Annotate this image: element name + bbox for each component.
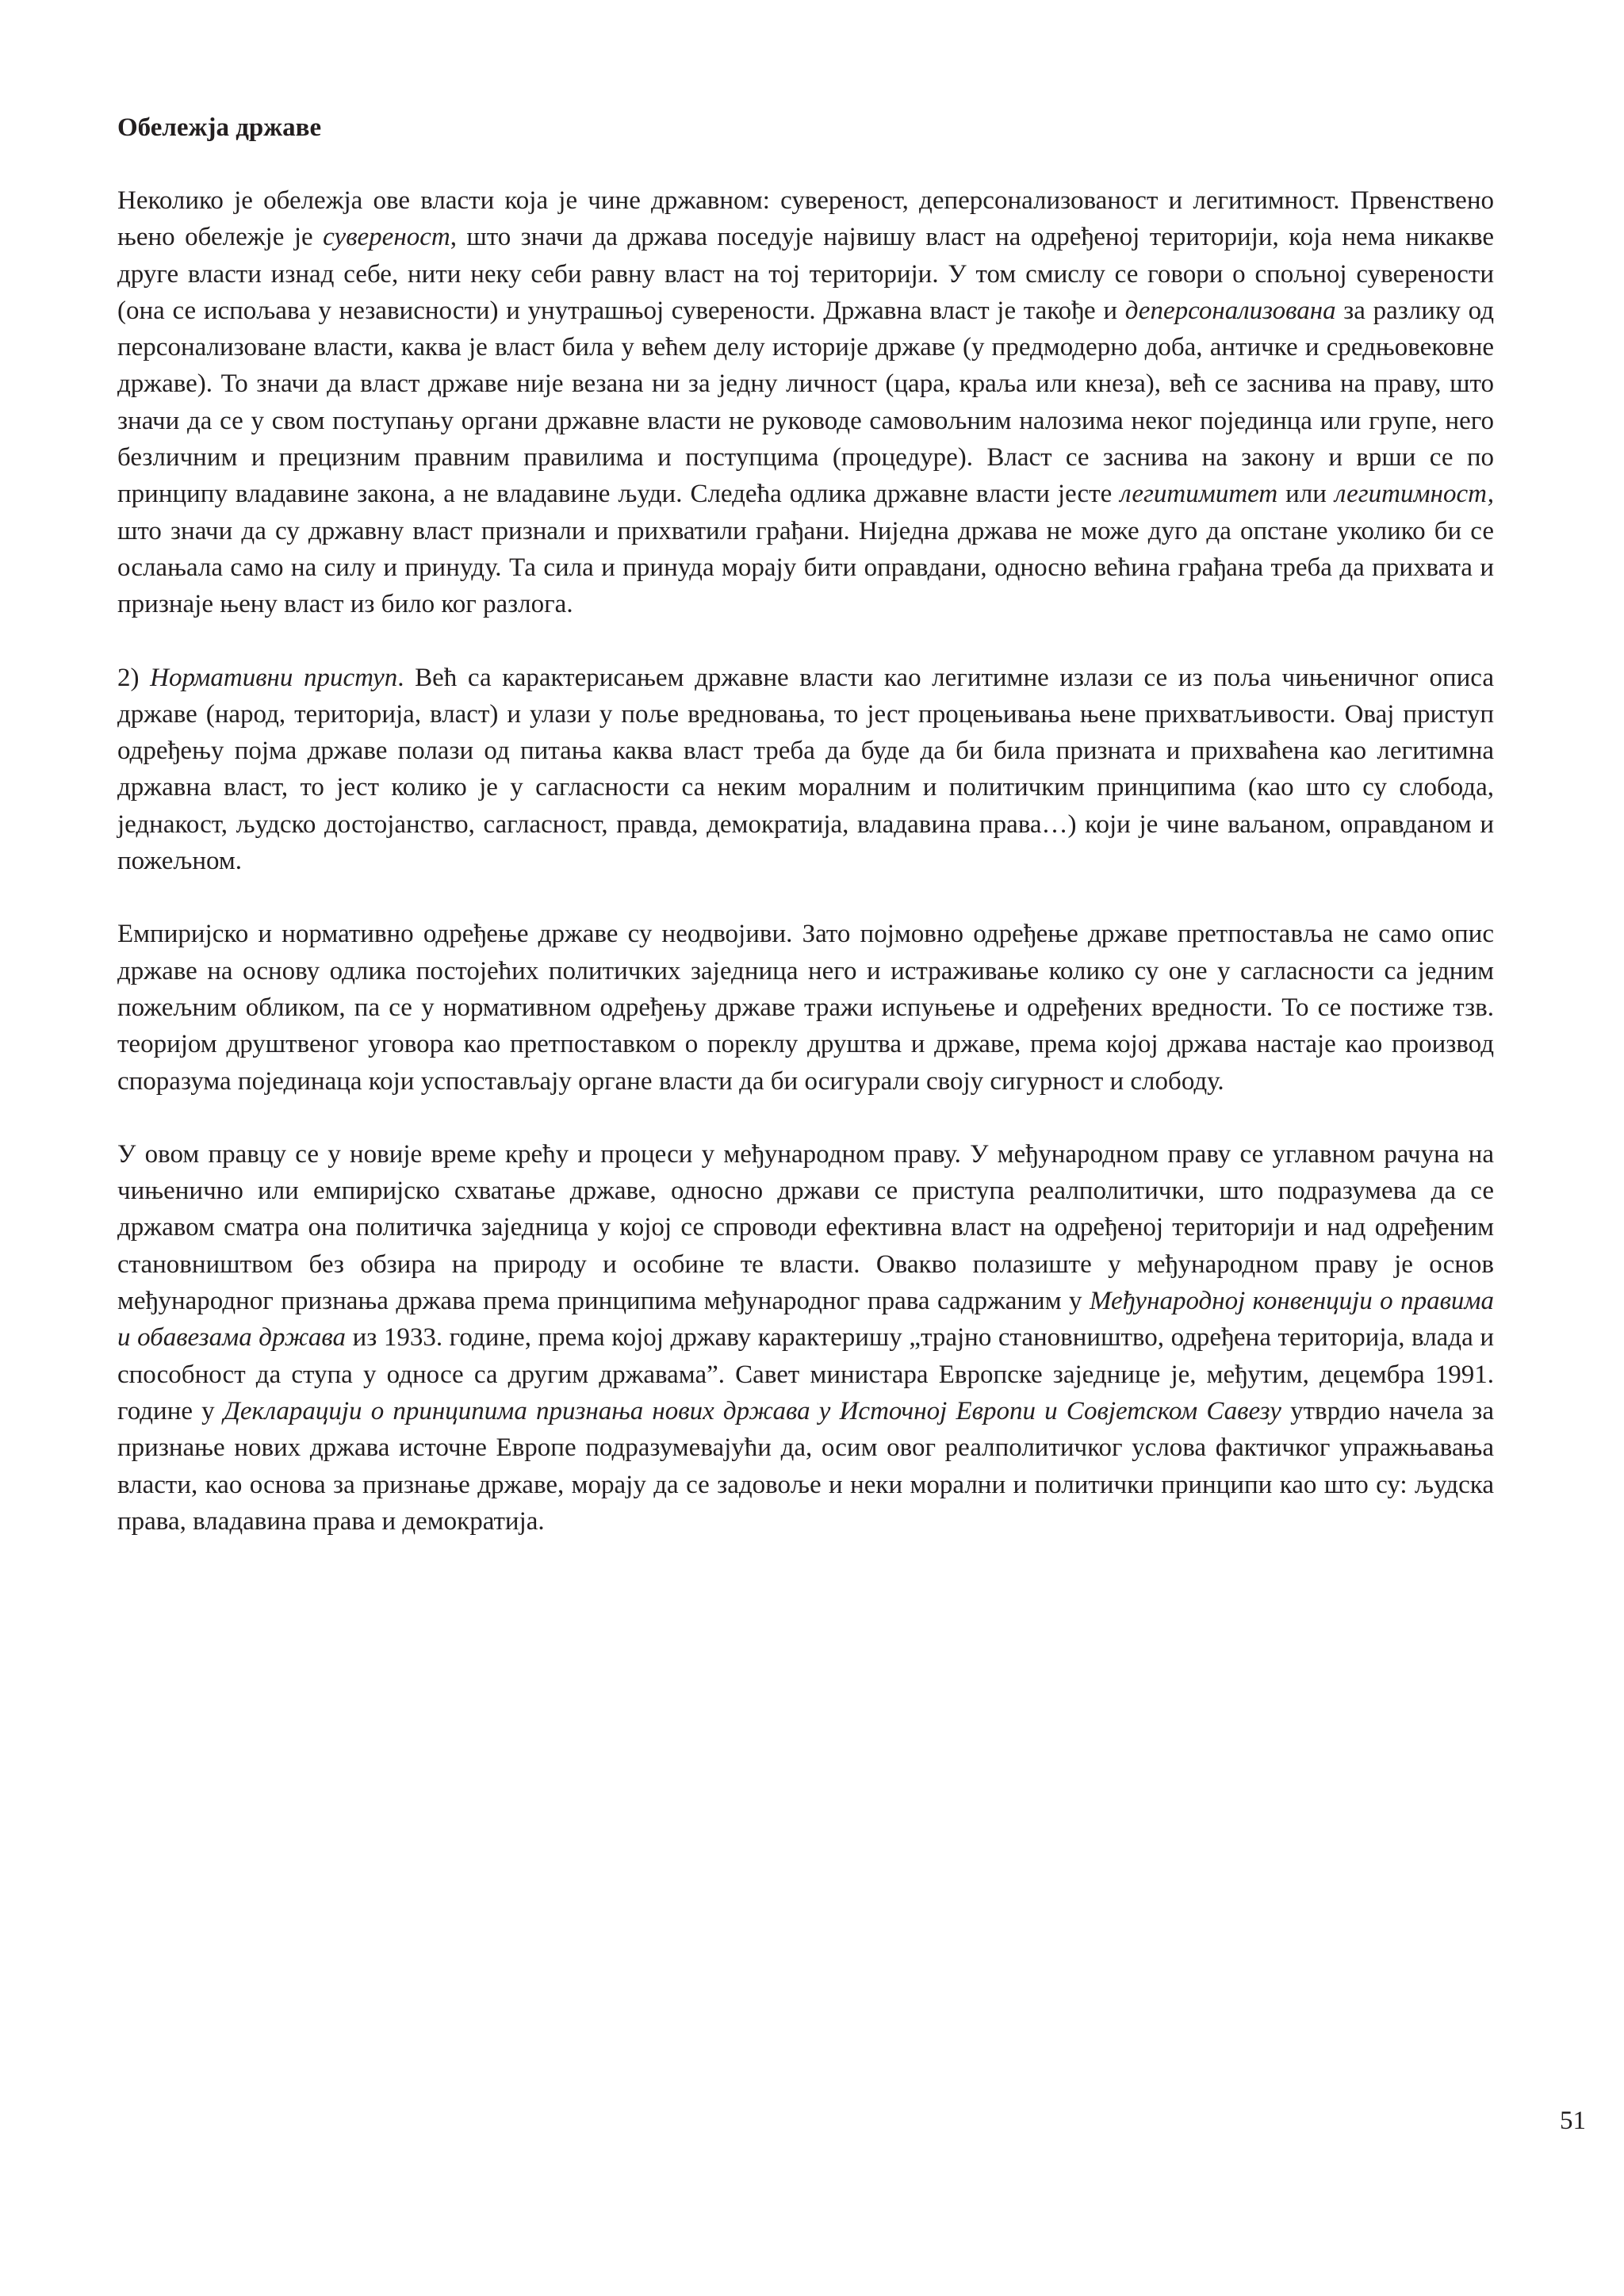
text-segment: за разлику од персонализоване власти, каква је власт била у већем делу историје државе (у предмодерно доба, античке и средњовековне државе). То значи да власт државе није везана ни за једну личност (цара, краља или кнеза), већ се заснива на праву, што значи да се у свом поступању органи државне власти не руководе самовољним налозима неког појединца или групе, него безличним и прецизним правним правилима и поступцима (процедуре). Власт се заснива на закону и врши се по принципу владавине закона, а не владавине људи. Следећа одлика државне власти јесте: [117, 296, 1494, 509]
paragraph-empirical-normative: [117, 916, 1494, 1099]
paragraph-normative-approach: [117, 660, 1494, 880]
italic-term: легитимитет: [1120, 480, 1278, 509]
paragraph-state-characteristics: [117, 182, 1494, 623]
paragraph-international-law: [117, 1136, 1494, 1540]
italic-term: деперсонализована: [1124, 296, 1336, 325]
text-segment: . Већ са карактерисањем државне власти као легитимне излази се из поља чињеничног описа државе (народ, територија, власт) и улази у поље вредновања, то јест процењивања њене прихватљивости. Овај приступ одређењу појма државе полази од питања каква власт треба да буде да би била призната и прихваћена као легитимна државна власт, то јест колико је у сагласности са неким моралним и политичким принципима (као што су слобода, једнакост, људско достојанство, сагласност, правда, демократија, владавина права…) који је чине ваљаном, оправданом и пожељном.: [117, 663, 1494, 876]
text-segment: 2): [117, 663, 151, 692]
section-heading: Обележја државе: [117, 113, 322, 142]
text-segment: , што значи да држава поседује највишу власт на одређеној територији, која нема никакве друге власти изнад себе, нити неку себи равну власт на тој територији. У том смислу се говори о спољној суверености (она се испољава у независности) и унутрашњој суверености. Државна власт је такође и: [117, 223, 1495, 325]
text-segment: из 1933. године, према којој државу карактеришу „трајно становништво, одређена територија, влада и способност да ступа у односе са другим државама”. Савет министара Европске заједнице је, међутим, децембра 1991. године у: [117, 1323, 1494, 1425]
text-segment: утврдио начела за признање нових држава источне Европе подразумевајући да, осим овог реалполитичког услова фактичког упражњавања власти, као основа за признање државе, морају да се задовоље и неки морални и политички принципи као што су: људска права, владавина права и демократија.: [117, 1396, 1494, 1536]
italic-term: Нормативни приступ: [150, 663, 398, 692]
text-segment: Емпиријско и нормативно одређење државе су неодвојиви. Зато појмовно одређење државе претпоставља не само опис државе на основу одлика постојећих политичких заједница него и истраживање колико су оне у сагласности са једним пожељним обликом, па се у нормативном одређењу државе тражи испуњење и одређених вредности. То се постиже тзв. теоријом друштвеног уговора као претпоставком о пореклу друштва и државе, према којој држава настаје као производ споразума појединаца који успостављају органе власти да би осигурали своју сигурност и слободу.: [117, 920, 1494, 1096]
page-content: [117, 109, 1494, 1576]
text-segment: што значи да су државну власт признали и прихватили грађани. Ниједна држава не може дуго да опстане уколико би се ослањала само на силу и принуду. Та сила и принуда морају бити оправдани, односно већина грађана треба да прихвата и признаје њену власт из било ког разлога.: [117, 516, 1494, 619]
page-number: 51: [1560, 2107, 1586, 2135]
text-segment: У овом правцу се у новије време крећу и процеси у међународном праву. У међународном праву се углавном рачуна на чињенично или емпиријско схватање државе, односно држави се приступа реалполитички, што подразумева да се државом сматра она политичка заједница у којој се спроводи ефективна власт на одређеној територији и над одређеним становништвом без обзира на природу и особине те власти. Овакво полазиште у међународном праву је основ међународног признања држава према принципима међународног права садржаним у: [117, 1139, 1494, 1316]
text-segment: Неколико је обележја ове власти која је чине државном: сувереност, деперсонализованост и легитимност. Првенствено њено обележје је: [117, 186, 1494, 252]
italic-term: Међународној конвенцији о правима и обавезама држава: [117, 1287, 1494, 1353]
italic-term: легитимност,: [1334, 480, 1494, 509]
italic-term: сувереност: [323, 223, 450, 252]
text-segment: или: [1277, 480, 1335, 509]
italic-term: Декларацији о принципима признања нових држава у Источној Европи и Совјетском Савезу: [223, 1396, 1281, 1425]
